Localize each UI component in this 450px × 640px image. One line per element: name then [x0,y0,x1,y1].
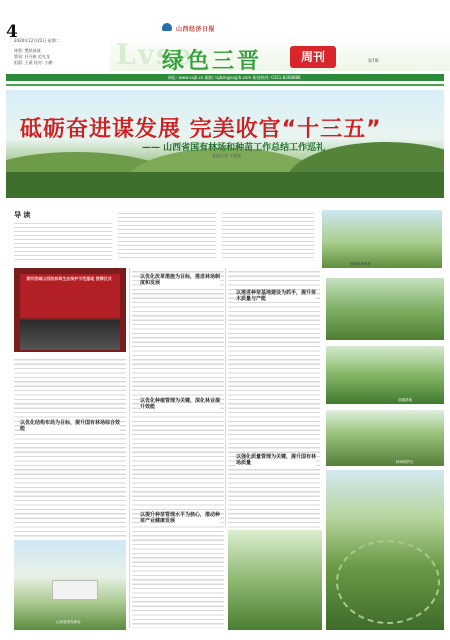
newspaper-name: 山西经济日报 [176,26,216,33]
weekly-badge: 周刊 [290,46,336,68]
newspaper-logo-icon [162,23,172,31]
column-divider [225,268,226,528]
section-head-5: 以提升种苗管理水平为核心，推动种苗产业健康发展 [140,512,221,524]
section-head-1: 以优化改革措施为目标，推进林场制度和发展 [140,274,221,286]
nursery-photo [326,346,444,404]
date-line: 2020年12月22日 星期二 [14,38,60,43]
info-bar-text: 网址: www.sxjb.cn 邮箱: lsjbzk@sxjjrb.com 新闻热线: 0351-8268888 [168,75,301,80]
photo-caption-2: 苗圃基地 [398,398,412,402]
section-head-4: 以推进种苗基地建设为抓手，提升苗木质量与产能 [236,290,317,302]
edition-number: 第7期 [368,58,379,63]
section-head-2: 以优化种植管理为关键，深化林业提升效能 [140,398,221,410]
ceremony-banner-text: 黄河流域山西段林草生态保护示范基地 授牌仪式 [26,276,112,281]
editor-line-2: 策划: 杜开筱 范先龙 [14,54,50,59]
feature-byline: 本报记者 王晓勇 [212,153,242,158]
editor-line-3: 组版: 王燕 校对: 小鹏 [14,60,53,65]
body-column-1 [14,356,126,538]
section-head-3: 以优化结构布局为目标，提升国有林场综合效能 [20,420,121,432]
intro-column-1 [14,220,112,260]
forest-photo-right-1 [326,278,444,340]
photo-caption-3: 林场保护区 [396,460,414,464]
column-divider [129,268,130,628]
banner-watermark: Lvse [116,38,194,71]
forest-photo-right-3 [326,410,444,466]
intro-column-2 [118,210,216,260]
feature-headline: 砥砺奋进谋发展 完美收官“十三五” [20,117,382,142]
intro-label: 导 读 [14,211,31,219]
terraced-forest-photo [326,470,444,630]
supplement-title: 绿色三晋 [162,48,263,74]
photo-caption-1: 国有林场风景 [350,262,371,266]
forest-photo-top-right [322,210,442,268]
body-column-2 [132,268,224,628]
page-number: 4 [6,22,18,42]
intro-column-3 [222,210,314,260]
header-rule [6,84,444,86]
editor-line-1: 统筹: 樊肤琦波 [14,48,41,53]
feature-subheadline: —— 山西省国有林场和种苗工作总结工作巡礼 [142,143,326,153]
section-head-6: 以强化质量管理为关键，提升国有林场质量 [236,454,317,466]
forest-farm-building-photo [14,540,126,630]
forest-photo-bottom-middle [228,530,322,630]
photo-caption-4: 山西省国有林场 [56,620,81,624]
